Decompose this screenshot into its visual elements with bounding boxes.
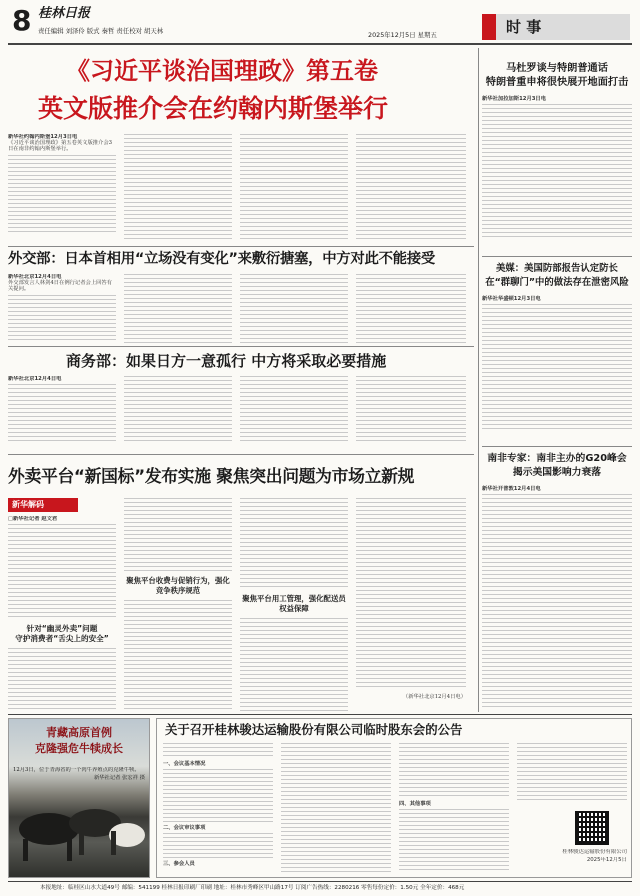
story-maduro-dateline: 新华社加拉加斯12月3日电 [482, 96, 547, 102]
notice-section-1: 一、会议基本情况 [163, 761, 206, 767]
page-number: 8 [12, 6, 32, 36]
photo-feature [8, 718, 150, 878]
lead-col-4 [356, 134, 466, 242]
commerce-article [8, 348, 474, 446]
notice-section-2: 二、会议审议事项 [163, 825, 206, 832]
japan-col-1-text [8, 295, 116, 341]
right-column-divider [478, 48, 479, 712]
lead-paragraph: 《习近平谈治国理政》第五卷英文版推介会3日在南非约翰内斯堡举行。 [8, 140, 113, 153]
story-g20-text [482, 494, 632, 708]
notice-section-4: 四、其他事项 [399, 801, 431, 807]
lead-col-2 [124, 134, 232, 242]
lead-headline-line1: 《习近平谈治国理政》第五卷 [66, 57, 378, 85]
standard-col-1-text-a [8, 524, 116, 620]
story-g20-headline-1: 南非专家：南非主办的G20峰会 [487, 453, 627, 464]
notice-title: 关于召开桂林骏达运输股份有限公司临时股东会的公告 [165, 722, 463, 737]
story-hegseth-headline-1: 美媒：美国防部报告认定防长 [496, 263, 618, 274]
right-divider-1 [482, 256, 632, 257]
notice-col-4-text [517, 743, 627, 801]
japan-col-1 [8, 274, 116, 344]
commerce-col-3 [240, 376, 348, 444]
japan-headline: 外交部：日本首相用“立场没有变化”来敷衍搪塞，中方对此不能接受 [8, 251, 435, 267]
standard-col-2 [124, 498, 232, 712]
standard-subhead-1: 针对“幽灵外卖”问题 [26, 624, 98, 634]
notice-col-3-text-b [399, 809, 509, 873]
photo-subheadline: 克隆强危牛犊成长 [35, 742, 123, 755]
lead-col-3 [240, 134, 348, 242]
notice-col-4 [517, 743, 627, 875]
notice-col-1-text-c [163, 833, 273, 859]
right-divider-2 [482, 446, 632, 447]
commerce-dateline: 新华社北京12月4日电 [8, 376, 62, 382]
japan-col-2 [124, 274, 232, 344]
standard-subhead-4: 聚焦平台用工管理，强化配送员权益保障 [242, 594, 346, 613]
paper-name: 桂林日报 [38, 6, 91, 21]
photo-caption: 12月3日，位于青海省的一个肉牛养殖点的克隆牛犊。 [13, 767, 140, 773]
photo-credit: 新华社记者 张宏祥 摄 [93, 775, 145, 782]
issue-date: 2025年12月5日 星期五 [368, 31, 437, 39]
commerce-headline: 商务部：如果日方一意孤行 中方将采取必要措施 [66, 352, 387, 370]
standard-end-credit: （新华社北京12月4日电） [402, 694, 466, 700]
commerce-col-1-text [8, 384, 116, 442]
notice-section-3: 三、参会人员 [163, 861, 195, 868]
standard-subhead-3: 聚焦平台收费与促销行为，强化竞争秩序规范 [126, 576, 230, 595]
staff-line: 责任编辑 刘泽伶 版式 秦哲 责任校对 胡天林 [38, 27, 164, 35]
standard-article [8, 456, 474, 712]
standard-col-3-text-a [240, 498, 348, 590]
right-column [482, 48, 632, 712]
japan-dateline: 新华社北京12月4日电 [8, 274, 62, 280]
photo-caption-box [13, 767, 145, 877]
notice-col-1-text-a [163, 743, 273, 759]
notice-col-2 [281, 743, 391, 875]
footer-text: 本报地址：临桂区山水大道49号 邮编：541199 桂林日报印刷厂印刷 地址：桂林市秀峰区甲山路17号 订阅广告热线：2280216 零售每份定价：1.50元 全年定价：468元 [40, 885, 465, 891]
japan-col-3 [240, 274, 348, 344]
header-rule [8, 43, 632, 45]
standard-col-1-text-b [8, 648, 116, 712]
page-header [0, 0, 640, 46]
commerce-col-1 [8, 376, 116, 444]
lead-article [8, 48, 474, 244]
photo-headline: 青藏高原首例 [46, 726, 112, 739]
story-maduro-headline-1: 马杜罗谈与特朗普通话 [506, 63, 608, 74]
story-hegseth-dateline: 新华社华盛顿12月3日电 [482, 296, 541, 302]
story-hegseth-text [482, 304, 632, 430]
japan-paragraph: 外交部发言人林剑4日在例行记者会上回答有关提问。 [8, 280, 113, 293]
lead-dateline: 新华社约翰内斯堡12月3日电 [8, 134, 78, 140]
standard-col-4-text [356, 498, 466, 688]
section-tab [482, 14, 630, 40]
qr-code [575, 811, 609, 845]
japan-article [8, 248, 474, 346]
standard-subhead-2: 守护消费者“舌尖上的安全” [15, 634, 109, 644]
divider-commerce [8, 346, 474, 347]
standard-headline: 外卖平台“新国标”发布实施 聚焦突出问题为市场立新规 [8, 466, 415, 486]
story-g20 [482, 452, 632, 712]
lead-col-1 [8, 134, 116, 242]
photo-headline-box [9, 725, 149, 763]
story-maduro-headline-2: 特朗普重申将很快展开地面打击 [485, 77, 629, 88]
commerce-col-2 [124, 376, 232, 444]
column-tag-label: 新华解码 [12, 500, 44, 509]
notice-col-1-text-b [163, 769, 273, 823]
footer-rule [8, 881, 632, 882]
divider-standard [8, 454, 474, 455]
lead-body [8, 134, 474, 242]
lead-headline-line2: 英文版推介会在约翰内斯堡举行 [38, 94, 389, 123]
standard-byline: □新华社记者 赵文君 [8, 516, 58, 522]
story-hegseth-headline-2: 在“群聊门”中的做法存在泄密风险 [485, 277, 629, 288]
notice-company: 桂林骏达运输股份有限公司 [562, 849, 627, 855]
lead-col-1-text [8, 155, 116, 235]
notice-col-1 [163, 743, 273, 875]
section-accent-bar [482, 14, 496, 40]
japan-col-4 [356, 274, 466, 344]
standard-col-2-text-a [124, 498, 232, 572]
story-hegseth [482, 262, 632, 442]
notice-col-3 [399, 743, 509, 875]
standard-col-3-text-b [240, 618, 348, 712]
commerce-col-4 [356, 376, 466, 444]
notice-col-3-text-a [399, 743, 509, 799]
section-title: 时 事 [506, 18, 542, 36]
bottom-divider [8, 714, 632, 715]
standard-col-1 [8, 516, 116, 712]
column-tag [8, 498, 78, 512]
standard-col-2-text-b [124, 600, 232, 712]
shareholder-notice [156, 718, 632, 878]
standard-col-4 [356, 498, 466, 712]
notice-date: 2025年12月5日 [586, 857, 627, 863]
story-g20-headline-2: 揭示美国影响力衰落 [512, 467, 602, 478]
story-g20-dateline: 新华社开普敦12月4日电 [482, 486, 541, 492]
divider-japan [8, 246, 474, 247]
story-maduro-text [482, 104, 632, 240]
story-maduro [482, 62, 632, 252]
standard-col-3 [240, 498, 348, 712]
